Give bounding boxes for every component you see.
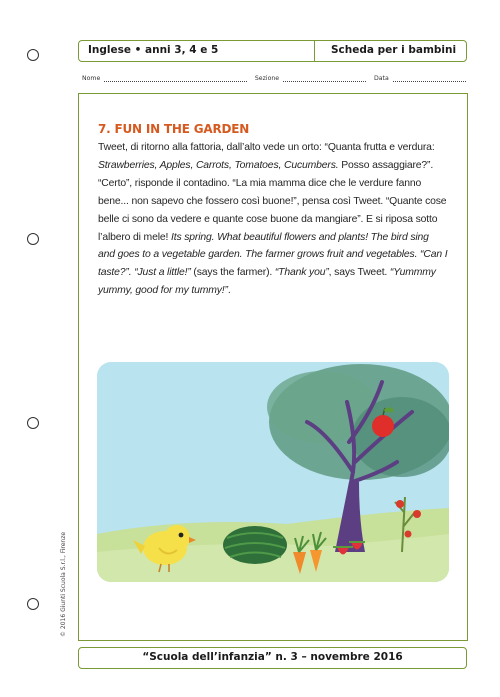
header-subject: Inglese • anni 3, 4 e 5 — [88, 44, 219, 56]
binder-hole — [27, 598, 39, 610]
story-part: “Yummmy yummy, good for my tummy!” — [98, 267, 436, 297]
watermelon — [223, 526, 287, 564]
story-part: Its spring. What beautiful flowers and plants! The bird sing and goes to a vegetable garden. The farmer grows fruit and vegetables. “Can I taste?”. “Just a little!” — [98, 231, 448, 279]
binder-hole — [27, 233, 39, 245]
copyright-note: © 2016 Giunti Scuola S.r.l., Firenze — [60, 531, 67, 637]
issue-footer: “Scuola dell’infanzia” n. 3 – novembre 2016 — [78, 647, 467, 669]
binder-hole — [27, 49, 39, 61]
story-part: . — [227, 285, 231, 297]
story-text — [98, 139, 448, 300]
section-line[interactable] — [283, 75, 366, 82]
story-part: Strawberries, Apples, Carrots, Tomatoes, Cucumbers. — [98, 159, 339, 171]
story-part: , says Tweet. — [328, 267, 390, 279]
binder-hole — [27, 417, 39, 429]
date-line[interactable] — [393, 75, 466, 82]
story-part: Tweet, di ritorno alla fattoria, dall’alto vede un orto: “Quanta frutta e verdura: — [98, 142, 435, 153]
garden-scene — [97, 362, 449, 582]
student-fields — [82, 75, 466, 82]
story-part: Posso assaggiare?”. “Certo”, risponde il contadino. “La mia mamma dice che le verdure fanno bene... non sapevo che fossero così buone!”, pensa così Tweet. “Quante cose belle ci sono da vedere e quante cose buone da mangiare”. E si riposa sotto l’albero di mele! — [98, 159, 447, 243]
section-label: Sezione — [254, 75, 280, 82]
header-bar — [78, 40, 467, 62]
header-divider — [314, 41, 315, 61]
garden-illustration — [97, 362, 449, 582]
header-sheet-type: Scheda per i bambini — [331, 44, 457, 56]
story-part: “Thank you” — [274, 267, 329, 279]
exercise-title: 7. FUN IN THE GARDEN — [98, 122, 250, 136]
name-line[interactable] — [104, 75, 247, 82]
name-label: Nome — [82, 75, 101, 82]
date-label: Data — [373, 75, 389, 82]
story-part: (says the farmer). — [190, 267, 275, 279]
